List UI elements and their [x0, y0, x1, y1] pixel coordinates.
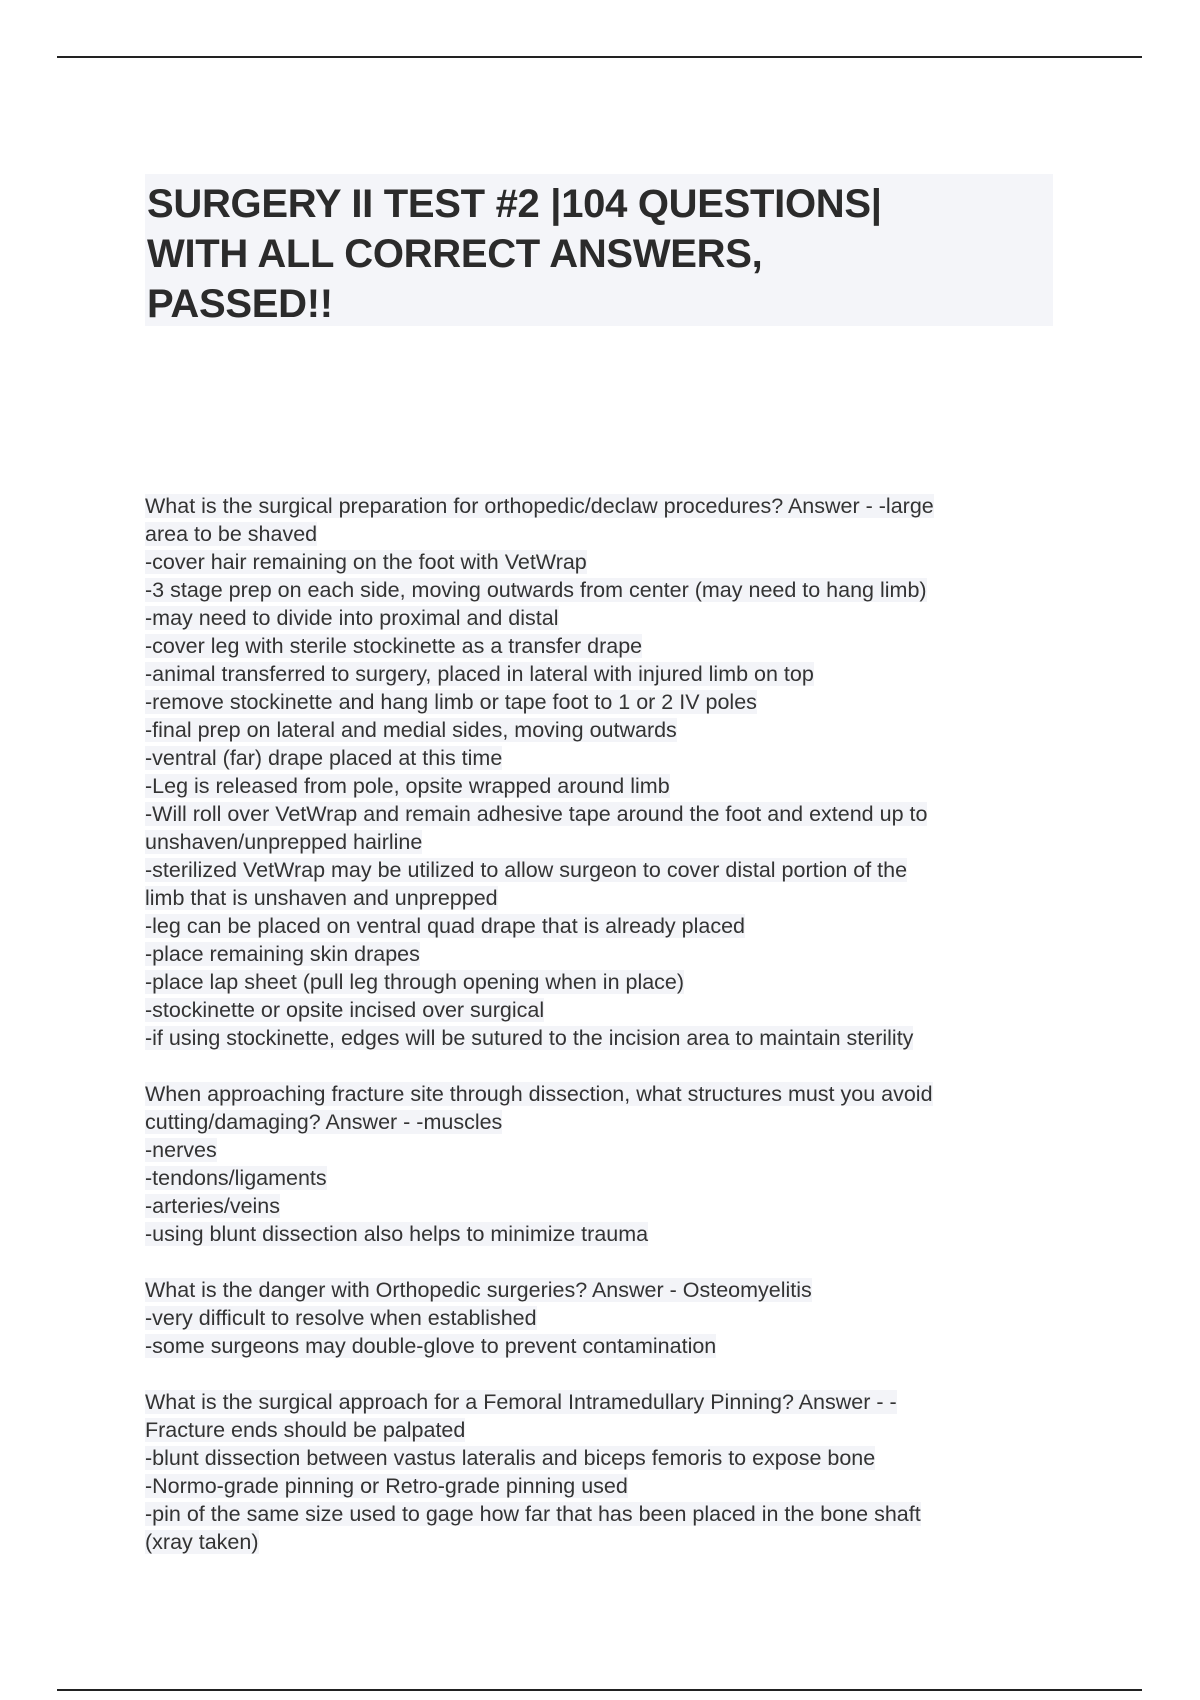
- answer-line: [145, 1024, 1075, 1052]
- answer-line: [145, 772, 1075, 800]
- answer-line: [145, 1304, 1075, 1332]
- answer-line: [145, 1220, 1075, 1248]
- line-text: (xray taken): [145, 1530, 259, 1554]
- line-text: -pin of the same size used to gage how far that has been placed in the bone shaft: [145, 1502, 921, 1526]
- answer-line: [145, 912, 1075, 940]
- line-text: -nerves: [145, 1138, 217, 1162]
- header-rule: [57, 56, 1142, 58]
- line-text: limb that is unshaven and unprepped: [145, 886, 498, 910]
- answer-line: [145, 1136, 1075, 1164]
- answer-line: [145, 1528, 1075, 1556]
- line-text: -arteries/veins: [145, 1194, 281, 1218]
- line-text: -cover leg with sterile stockinette as a transfer drape: [145, 634, 643, 658]
- answer-line: [145, 1416, 1075, 1444]
- answer-line: [145, 1500, 1075, 1528]
- answer-line: [145, 996, 1075, 1024]
- question-line: [145, 492, 1075, 520]
- question-line: [145, 1276, 1075, 1304]
- line-text: -may need to divide into proximal and distal: [145, 606, 559, 630]
- line-text: -place remaining skin drapes: [145, 942, 420, 966]
- line-text: What is the surgical preparation for orthopedic/declaw procedures? Answer - -large: [145, 494, 934, 518]
- line-text: -if using stockinette, edges will be sutured to the incision area to maintain sterility: [145, 1026, 914, 1050]
- line-text: -animal transferred to surgery, placed in lateral with injured limb on top: [145, 662, 814, 686]
- line-text: -blunt dissection between vastus lateralis and biceps femoris to expose bone: [145, 1446, 876, 1470]
- line-text: -ventral (far) drape placed at this time: [145, 746, 503, 770]
- answer-line: [145, 632, 1075, 660]
- answer-line: [145, 576, 1075, 604]
- line-text: -leg can be placed on ventral quad drape that is already placed: [145, 914, 746, 938]
- answer-line: [145, 604, 1075, 632]
- answer-line: [145, 1164, 1075, 1192]
- answer-line: [145, 1444, 1075, 1472]
- line-text: -some surgeons may double-glove to prevent contamination: [145, 1334, 717, 1358]
- answer-line: [145, 716, 1075, 744]
- answer-line: [145, 688, 1075, 716]
- line-text: -stockinette or opsite incised over surgical: [145, 998, 545, 1022]
- qa-block: [145, 1388, 1075, 1556]
- line-text: cutting/damaging? Answer - -muscles: [145, 1110, 503, 1134]
- qa-block: [145, 492, 1075, 1052]
- line-text: -sterilized VetWrap may be utilized to allow surgeon to cover distal portion of the: [145, 858, 908, 882]
- footer-rule: [57, 1689, 1142, 1691]
- answer-line: [145, 660, 1075, 688]
- answer-line: [145, 828, 1075, 856]
- answer-line: [145, 1192, 1075, 1220]
- line-text: -cover hair remaining on the foot with VetWrap: [145, 550, 587, 574]
- question-line: [145, 1080, 1075, 1108]
- line-text: What is the danger with Orthopedic surgeries? Answer - Osteomyelitis: [145, 1278, 812, 1302]
- line-text: -using blunt dissection also helps to minimize trauma: [145, 1222, 649, 1246]
- line-text: -tendons/ligaments: [145, 1166, 327, 1190]
- title-block: [145, 174, 1053, 326]
- line-text: -3 stage prep on each side, moving outwards from center (may need to hang limb): [145, 578, 927, 602]
- line-text: -final prep on lateral and medial sides, moving outwards: [145, 718, 677, 742]
- line-text: When approaching fracture site through dissection, what structures must you avoid: [145, 1082, 933, 1106]
- answer-line: [145, 968, 1075, 996]
- answer-line: [145, 1108, 1075, 1136]
- qa-block: [145, 1080, 1075, 1248]
- line-text: -Will roll over VetWrap and remain adhesive tape around the foot and extend up to: [145, 802, 928, 826]
- answer-line: [145, 1472, 1075, 1500]
- document-title: SURGERY II TEST #2 |104 QUESTIONS| WITH ALL CORRECT ANSWERS, PASSED!!: [147, 182, 882, 326]
- line-text: unshaven/unprepped hairline: [145, 830, 423, 854]
- answer-line: [145, 1332, 1075, 1360]
- line-text: -very difficult to resolve when established: [145, 1306, 537, 1330]
- line-text: -Leg is released from pole, opsite wrapped around limb: [145, 774, 670, 798]
- line-text: Fracture ends should be palpated: [145, 1418, 466, 1442]
- line-text: -place lap sheet (pull leg through opening when in place): [145, 970, 685, 994]
- qa-block: [145, 1276, 1075, 1360]
- line-text: area to be shaved: [145, 522, 318, 546]
- line-text: -remove stockinette and hang limb or tape foot to 1 or 2 IV poles: [145, 690, 757, 714]
- answer-line: [145, 884, 1075, 912]
- answer-line: [145, 744, 1075, 772]
- answer-line: [145, 940, 1075, 968]
- line-text: What is the surgical approach for a Femoral Intramedullary Pinning? Answer - -: [145, 1390, 897, 1414]
- answer-line: [145, 520, 1075, 548]
- line-text: -Normo-grade pinning or Retro-grade pinning used: [145, 1474, 628, 1498]
- document-content: [145, 492, 1075, 1584]
- answer-line: [145, 800, 1075, 828]
- answer-line: [145, 856, 1075, 884]
- answer-line: [145, 548, 1075, 576]
- question-line: [145, 1388, 1075, 1416]
